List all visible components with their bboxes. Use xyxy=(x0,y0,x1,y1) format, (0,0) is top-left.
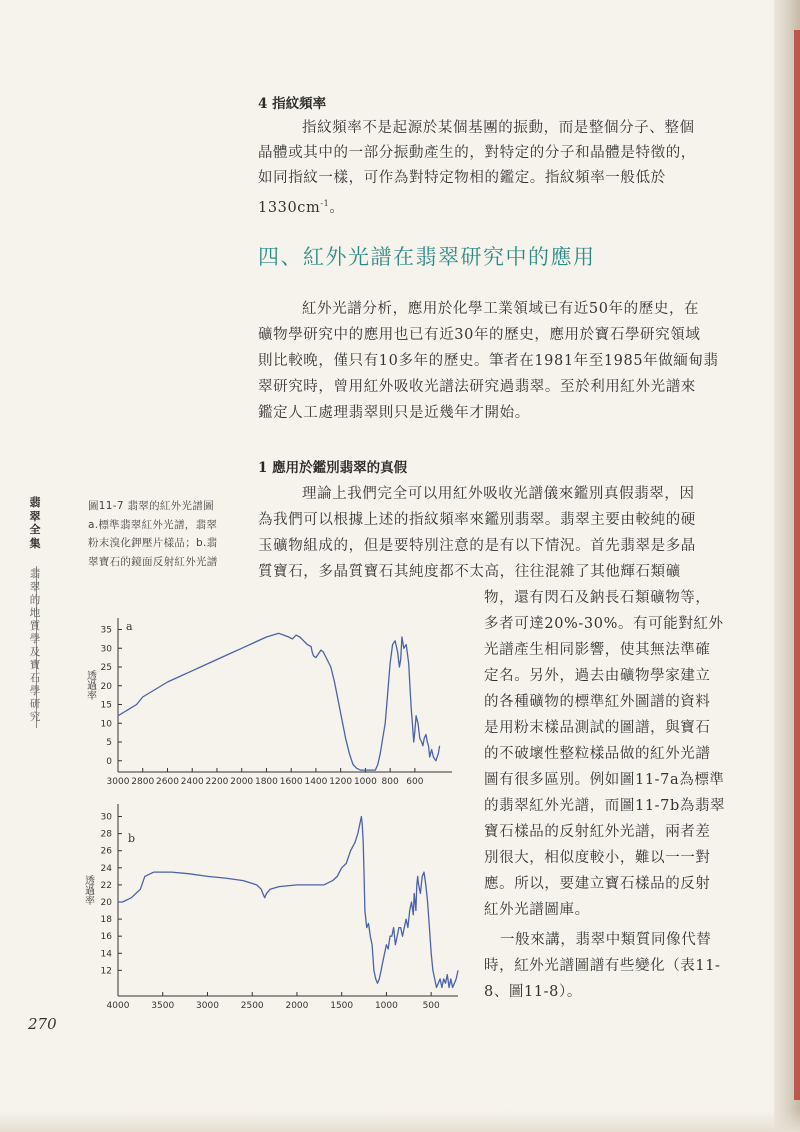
y-tick-label: 20 xyxy=(100,898,112,908)
volume-char-11: 研 xyxy=(29,698,41,710)
volume-char-3: 的 xyxy=(29,594,41,606)
figure-caption xyxy=(88,497,234,571)
section4-heading: 4 指紋頻率 xyxy=(258,96,327,112)
volume-char-10: 學 xyxy=(29,685,41,697)
series-char-1: 翡 xyxy=(29,496,41,509)
x-tick-label: 1000 xyxy=(374,1001,398,1011)
volume-char-4: 地 xyxy=(29,607,41,619)
x-tick-label: 1500 xyxy=(330,1001,354,1011)
x-tick-label: 2000 xyxy=(285,1001,309,1011)
x-tick-label: 500 xyxy=(422,1001,440,1011)
unit-exponent: -1 xyxy=(320,199,330,208)
y-axis-label: 透過率 xyxy=(84,670,96,700)
volume-char-2: 翠 xyxy=(29,581,41,593)
intro-line-1: 紅外光譜分析，應用於化學工業領域已有近50年的歷史，在 xyxy=(302,301,700,317)
y-tick-label: 5 xyxy=(106,738,112,748)
y-tick-label: 24 xyxy=(100,863,112,874)
narrow-line-9: 的翡翠紅外光譜，而圖11-7b為翡翠 xyxy=(484,798,726,814)
volume-char-9: 石 xyxy=(29,672,41,684)
narrow-line-6: 是用粉末樣品測試的圖譜，與寶石 xyxy=(484,720,711,736)
page-shadow xyxy=(0,1110,800,1132)
narrow-line-10: 寶石樣品的反射紅外光譜，兩者差 xyxy=(484,824,711,840)
x-tick-label: 4000 xyxy=(106,1001,130,1011)
volume-char-1: 翡 xyxy=(29,568,41,580)
series-char-2: 翠 xyxy=(29,509,41,523)
x-tick-label: 1800 xyxy=(254,777,278,787)
ir-spectrum-chart-b xyxy=(78,800,468,1015)
y-tick-label: 30 xyxy=(100,812,112,823)
sub-line-2: 為我們可以根據上述的指紋頻率來鑑別翡翠。翡翠主要由較純的硬 xyxy=(258,512,696,528)
intro-line-3: 則比較晚，僅只有10多年的歷史。筆者在1981年至1985年做緬甸翡 xyxy=(258,353,719,369)
y-tick-label: 15 xyxy=(100,700,112,711)
x-tick-label: 2800 xyxy=(131,777,155,787)
caption-line-2: a.標準翡翠紅外光譜，翡翠 xyxy=(88,518,218,531)
sub-line-3: 玉礦物組成的，但是要特別注意的是有以下情況。首先翡翠是多晶 xyxy=(258,538,696,554)
narrow-line-13: 紅外光譜圖庫。 xyxy=(484,902,590,918)
x-tick-label: 2500 xyxy=(240,1001,264,1011)
panel-label: a xyxy=(126,620,133,633)
x-tick-label: 1400 xyxy=(304,777,328,787)
x-tick-label: 3500 xyxy=(151,1001,175,1011)
x-tick-label: 2600 xyxy=(156,777,179,787)
section4-line-3: 如同指紋一樣，可作為對特定物相的鑑定。指紋頻率一般低於 xyxy=(258,170,666,186)
volume-char-6: 學 xyxy=(29,633,41,645)
y-tick-label: 26 xyxy=(100,846,112,857)
panel-label: b xyxy=(128,832,136,845)
narrow-line-12: 應。所以，要建立寶石樣品的反射 xyxy=(484,876,711,892)
x-tick-label: 1200 xyxy=(329,777,353,787)
narrow-line-7: 的不破壞性整粒樣品做的紅外光譜 xyxy=(484,746,711,762)
caption-line-4: 翠寶石的鏡面反射紅外光譜 xyxy=(88,555,218,568)
intro-line-4: 翠研究時，曾用紅外吸收光譜法研究過翡翠。至於利用紅外光譜來 xyxy=(258,379,696,395)
narrow-line-3: 光譜產生相同影響，使其無法準確 xyxy=(484,642,711,658)
volume-char-12: 究 xyxy=(29,711,41,723)
closing-line-1: 一般來講，翡翠中類質同像代替 xyxy=(500,932,712,948)
y-axis-label: 透過率 xyxy=(82,875,94,905)
x-tick-label: 800 xyxy=(381,777,399,787)
series-label xyxy=(27,496,43,550)
x-tick-label: 1600 xyxy=(279,777,303,787)
ir-spectrum-chart-a xyxy=(78,612,468,787)
x-tick-label: 600 xyxy=(406,777,424,787)
y-tick-label: 18 xyxy=(100,915,112,926)
x-tick-label: 3000 xyxy=(106,777,130,787)
intro-line-5: 鑑定人工處理翡翠則只是近幾年才開始。 xyxy=(258,405,530,421)
x-tick-label: 1000 xyxy=(353,777,377,787)
y-tick-label: 25 xyxy=(100,663,112,673)
intro-line-2: 礦物學研究中的應用也已有近30年的歷史，應用於寶石學研究領域 xyxy=(258,327,701,343)
narrow-line-4: 定名。另外，過去由礦物學家建立 xyxy=(484,668,711,684)
closing-line-2: 時，紅外光譜圖譜有些變化（表11- xyxy=(484,958,721,974)
narrow-line-5: 的各種礦物的標準紅外圖譜的資料 xyxy=(484,694,711,710)
volume-char-8: 寶 xyxy=(29,659,41,671)
caption-line-1: 圖11-7 翡翠的紅外光譜圖 xyxy=(88,500,214,512)
spectrum-line xyxy=(118,817,458,988)
series-char-3: 全 xyxy=(29,523,41,536)
x-tick-label: 3000 xyxy=(196,1001,219,1011)
y-tick-label: 10 xyxy=(100,719,112,730)
subsection1-heading: 1 應用於鑑別翡翠的真假 xyxy=(258,460,408,476)
x-tick-label: 2000 xyxy=(230,777,254,787)
x-tick-label: 2400 xyxy=(180,777,204,787)
narrow-line-1: 物，還有閃石及鈉長石類礦物等， xyxy=(484,590,711,606)
section4-line-4 xyxy=(258,191,344,221)
narrow-line-11: 別很大，相似度較小，難以一一對 xyxy=(484,850,711,866)
y-tick-label: 22 xyxy=(100,880,112,891)
volume-char-5: 質 xyxy=(29,620,41,632)
narrow-line-8: 圖有很多區別。例如圖11-7a為標準 xyxy=(484,772,725,788)
y-tick-label: 0 xyxy=(106,756,112,767)
closing-line-3: 8、圖11-8）。 xyxy=(484,984,582,1000)
volume-label xyxy=(28,568,42,724)
book-cover-edge xyxy=(794,30,800,1100)
section4-line-2: 晶體或其中的一部分振動產生的，對特定的分子和晶體是特徵的， xyxy=(258,145,696,161)
caption-line-3: 粉末溴化鉀壓片樣品；b.翡 xyxy=(88,537,218,549)
y-tick-label: 12 xyxy=(100,966,112,977)
y-tick-label: 28 xyxy=(100,829,112,840)
y-tick-label: 30 xyxy=(100,644,112,655)
y-tick-label: 20 xyxy=(100,681,112,692)
volume-char-7: 及 xyxy=(29,646,41,658)
unit-value: 1330cm xyxy=(258,199,321,216)
series-char-4: 集 xyxy=(29,536,41,550)
sub-line-1: 理論上我們完全可以用紅外吸收光譜儀來鑑別真假翡翠，因 xyxy=(302,486,695,502)
section4-line-1: 指紋頻率不是起源於某個基團的振動，而是整個分子、整個 xyxy=(302,120,695,136)
page-number: 270 xyxy=(28,1015,57,1033)
sub-line-4: 質寶石，多晶質寶石其純度都不太高，往往混雜了其他輝石類礦 xyxy=(258,564,681,580)
book-page-edge xyxy=(774,0,800,1132)
narrow-line-2: 多者可達20%-30%。有可能對紅外 xyxy=(484,616,724,632)
y-tick-label: 35 xyxy=(100,625,112,636)
y-tick-label: 14 xyxy=(100,949,112,960)
chapter-title: 四、紅外光譜在翡翠研究中的應用 xyxy=(258,245,596,269)
y-tick-label: 16 xyxy=(100,932,112,943)
line-end: 。 xyxy=(329,199,345,216)
spectrum-line xyxy=(118,633,440,770)
x-tick-label: 2200 xyxy=(205,777,229,787)
